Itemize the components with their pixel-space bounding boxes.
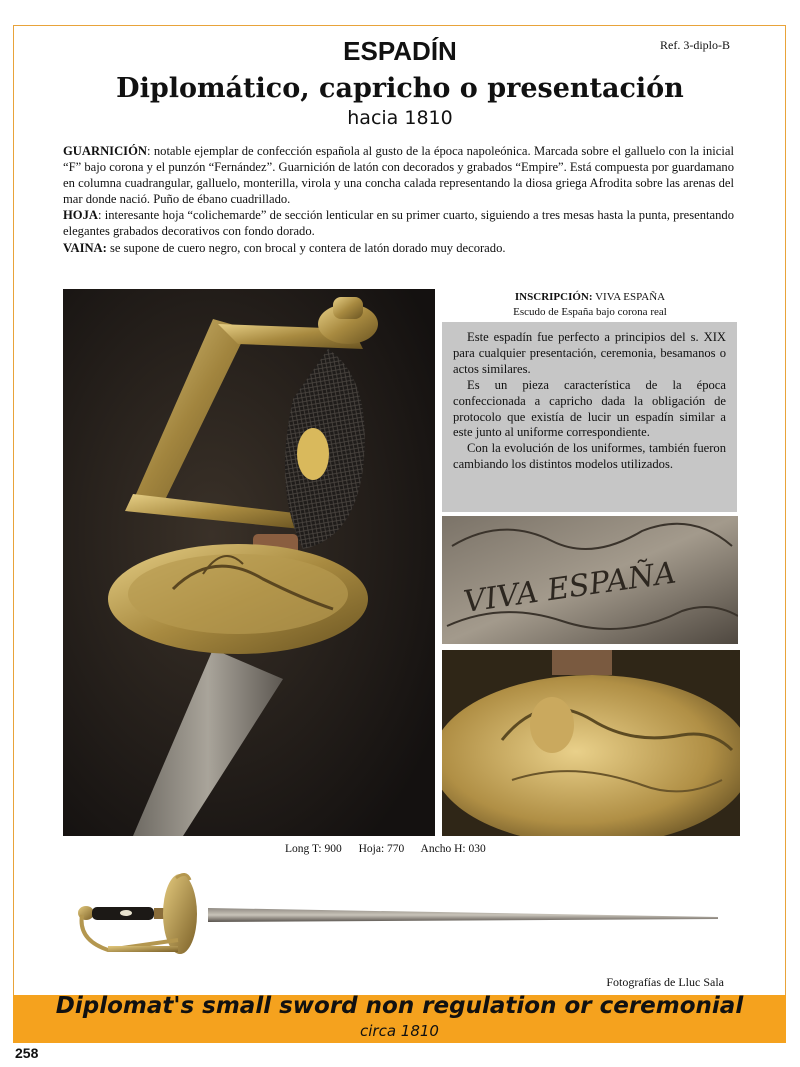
measure-width: Ancho H: 030 [420, 843, 486, 855]
measure-length: Long T: 900 [285, 843, 342, 855]
commentary-paragraph: Este espadín fue perfecto a principios del s. XIX para cualquier presentación, ceremonia, besamanos o actos similares. [453, 330, 726, 376]
inscription-photo [442, 516, 738, 644]
description [63, 143, 734, 256]
hilt-photo [63, 289, 435, 836]
commentary-paragraph: Es un pieza característica de la época confeccionada a capricho dada la obligación de protocolo que existía de lucir un espadín similar a este junto al uniforme correspondiente. [453, 377, 726, 440]
vaina-text: se supone de cuero negro, con brocal y contera de latón dorado muy decorado. [106, 240, 506, 255]
inscription-note: Escudo de España bajo corona real [513, 306, 667, 318]
guarnicion-text: : notable ejemplar de confección española al gusto de la época napoleónica. Marcada sobre el galluelo con la inicial “F” bajo corona y el punzón “Fernández”. Guarnición de latón con decorados y grabados “Empire”. Está compuesta por guardamano en columna cuadrangular, galluelo, monterilla, virola y una concha calada representando la diosa griega Afrodita sobre las arenas del mar donde nació. Puño de ébano cuadrillado. [63, 144, 734, 207]
full-sword-photo [78, 870, 723, 962]
page-number: 258 [15, 1045, 39, 1061]
shell-guard-photo [442, 650, 740, 836]
engraved-inscription: VIVA ESPAÑA [461, 555, 679, 620]
hoja-paragraph [63, 207, 734, 239]
page-date: hacia 1810 [347, 107, 453, 129]
shell-guard-photo-image [442, 650, 740, 836]
vaina-label: VAINA: [63, 240, 107, 255]
english-title-banner [13, 995, 786, 1043]
inscription-value: VIVA ESPAÑA [592, 291, 666, 303]
inscription-caption [442, 290, 738, 320]
measure-blade: Hoja: 770 [358, 843, 405, 855]
photo-credit: Fotografías de Lluc Sala [606, 975, 724, 989]
measurements [285, 843, 500, 855]
guarnicion-paragraph [63, 143, 734, 207]
page-subtitle: Diplomático, capricho o presentación [116, 73, 684, 104]
vaina-paragraph [63, 240, 734, 256]
inscription-line [442, 290, 738, 305]
guarnicion-label: GUARNICIÓN [63, 144, 147, 158]
hilt-photo-image [63, 289, 435, 836]
inscription-label: INSCRIPCIÓN: [514, 291, 593, 303]
reference-code: Ref. 3-diplo-B [660, 38, 730, 52]
inscription-photo-image [442, 516, 738, 644]
full-sword-image [78, 870, 723, 962]
hoja-label: HOJA [63, 208, 98, 223]
english-date: circa 1810 [360, 1022, 439, 1040]
hoja-text: : interesante hoja “colichemarde” de sección lenticular en su primer cuarto, siguiendo a tres mesas hasta la punta, presentando elegantes grabados decorativos con fondo dorado. [63, 208, 734, 239]
commentary-panel [442, 322, 737, 512]
page-title: ESPADÍN [343, 36, 457, 66]
commentary-paragraph: Con la evolución de los uniformes, también fueron cambiando los distintos modelos utilizados. [453, 441, 726, 472]
english-title: Diplomat's small sword non regulation or ceremonial [55, 993, 744, 1019]
